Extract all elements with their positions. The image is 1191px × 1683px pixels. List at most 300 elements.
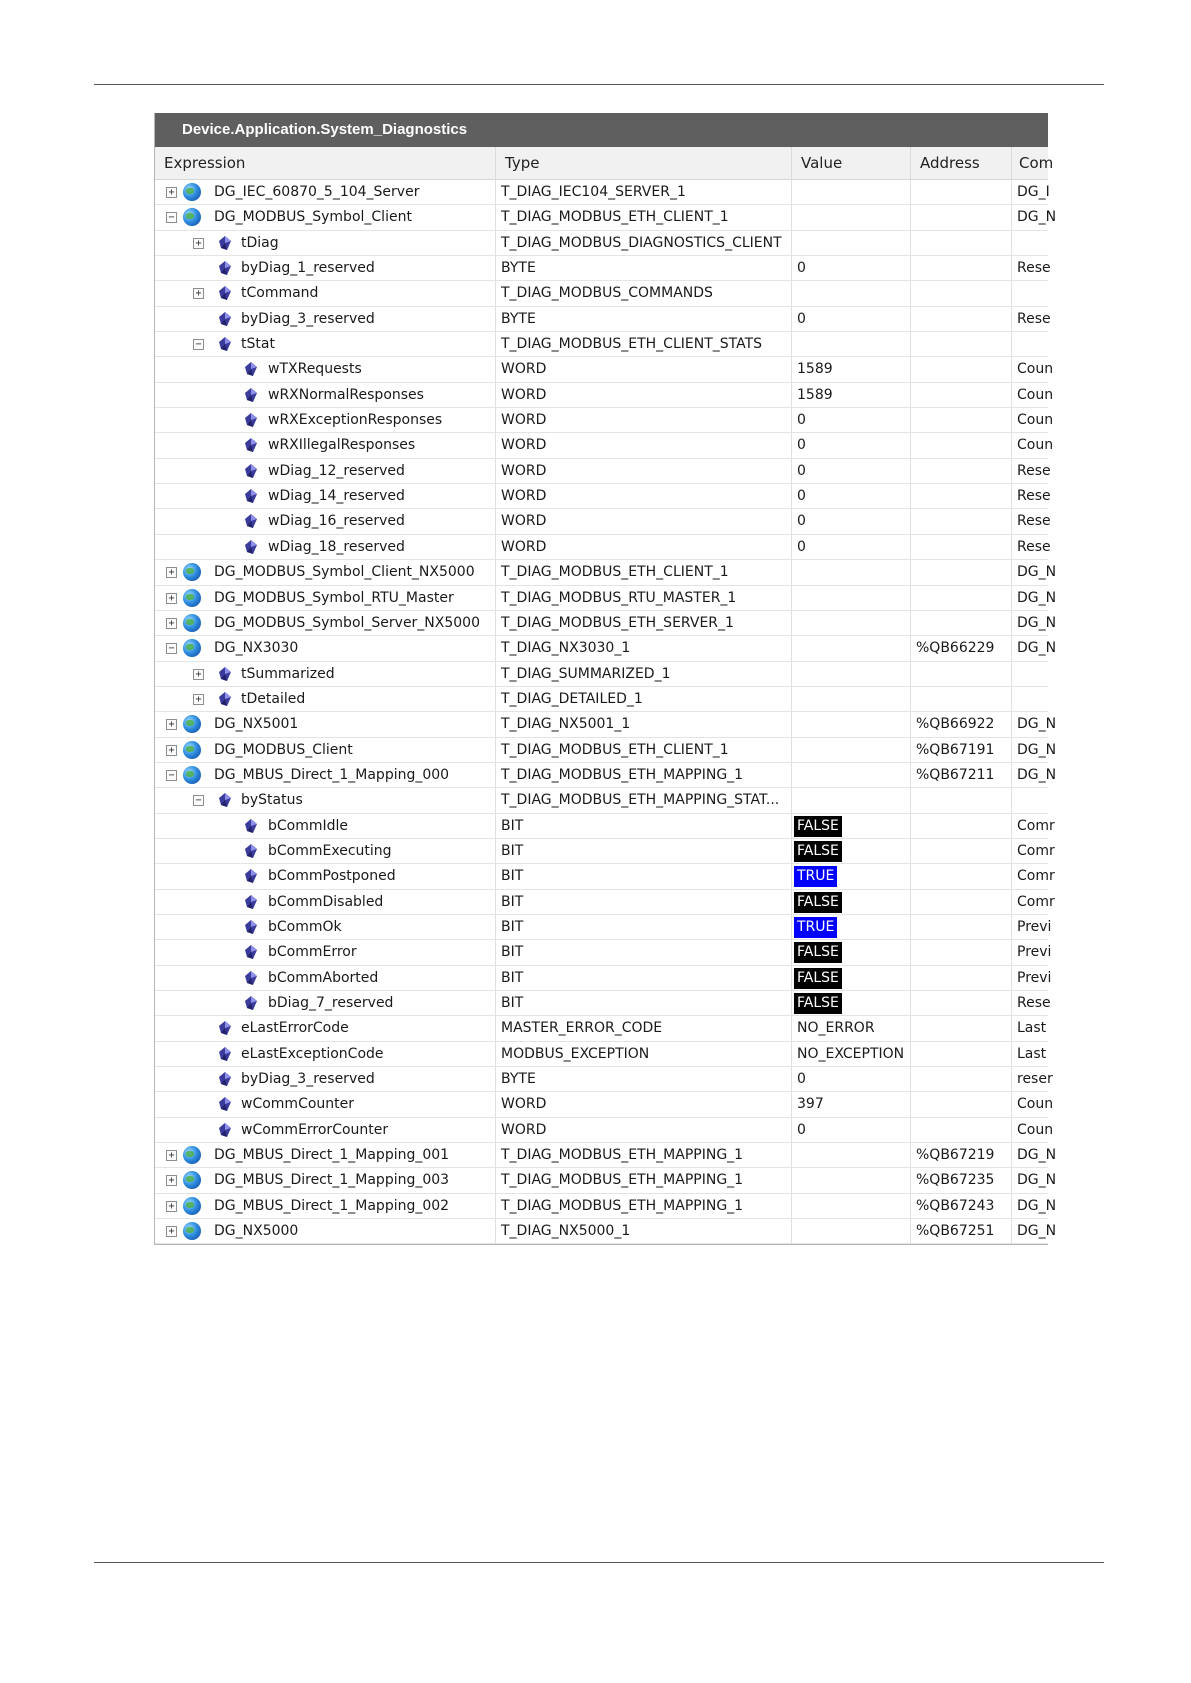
variable-icon (219, 1021, 231, 1035)
expression-label: DG_MODBUS_Symbol_Client_NX5000 (214, 564, 475, 581)
comment-cell: Previ (1017, 969, 1052, 986)
value-true-badge: TRUE (794, 866, 837, 887)
expand-icon[interactable]: + (166, 567, 177, 578)
comment-cell: Rese (1017, 310, 1051, 327)
variable-icon (245, 464, 257, 478)
globe-icon (183, 183, 201, 201)
value-text: 1589 (797, 386, 833, 403)
expression-label: wDiag_16_reserved (268, 513, 405, 530)
table-row[interactable] (155, 712, 1057, 737)
table-row[interactable] (155, 611, 1057, 636)
comment-cell: Previ (1017, 944, 1052, 961)
expression-label: byDiag_1_reserved (241, 260, 375, 277)
comment-cell: Comr (1017, 893, 1055, 910)
comment-cell: DG_N (1017, 1172, 1057, 1189)
variable-icon (219, 1047, 231, 1061)
type-cell: WORD (496, 459, 792, 483)
expression-cell (155, 991, 496, 1015)
value-cell[interactable] (792, 1143, 911, 1167)
comment-cell: Coun (1017, 412, 1054, 429)
variable-icon (245, 413, 257, 427)
comment-cell: Rese (1017, 462, 1051, 479)
table-row[interactable] (155, 357, 1054, 382)
expression-label: tDetailed (241, 690, 306, 707)
expression-cell (155, 256, 496, 280)
address-cell (911, 966, 1012, 990)
value-cell[interactable] (792, 484, 911, 508)
expand-icon[interactable]: + (193, 288, 204, 299)
value-cell[interactable] (792, 1067, 911, 1091)
expression-label: DG_MODBUS_Symbol_RTU_Master (214, 589, 454, 606)
expression-cell (155, 839, 496, 863)
table-row[interactable] (155, 1016, 1048, 1041)
table-row[interactable] (155, 205, 1057, 230)
value-cell[interactable] (792, 839, 911, 863)
expression-cell (155, 788, 496, 812)
value-true-badge: TRUE (794, 917, 837, 938)
table-row[interactable] (155, 307, 1051, 332)
value-cell[interactable] (792, 408, 911, 432)
comment-cell: Last (1017, 1020, 1047, 1037)
collapse-icon[interactable]: − (166, 770, 177, 781)
address-cell: %QB67243 (911, 1194, 1012, 1218)
table-row[interactable] (155, 687, 1048, 712)
table-row[interactable] (155, 408, 1054, 433)
type-cell: MODBUS_EXCEPTION (496, 1042, 792, 1066)
table-row[interactable] (155, 1143, 1057, 1168)
address-cell (911, 281, 1012, 305)
type-cell: WORD (496, 1118, 792, 1142)
table-row[interactable] (155, 535, 1051, 560)
address-cell (911, 1118, 1012, 1142)
type-cell: BIT (496, 864, 792, 888)
type-cell: T_DIAG_MODBUS_ETH_MAPPING_1 (496, 763, 792, 787)
type-cell: BYTE (496, 307, 792, 331)
header-rule (94, 84, 1104, 85)
expression-label: wCommErrorCounter (241, 1121, 389, 1138)
expression-label: eLastExceptionCode (241, 1045, 384, 1062)
address-cell (911, 1092, 1012, 1116)
expand-icon[interactable]: + (193, 669, 204, 680)
comment-cell: Rese (1017, 995, 1051, 1011)
expression-label: wRXNormalResponses (268, 386, 424, 403)
value-cell[interactable] (792, 991, 911, 1015)
expand-icon[interactable]: + (193, 238, 204, 249)
expression-label: DG_NX5001 (214, 716, 299, 733)
value-cell[interactable] (792, 763, 911, 787)
value-false-badge: FALSE (794, 968, 842, 989)
table-row[interactable] (155, 484, 1051, 509)
table-row[interactable] (155, 459, 1051, 484)
expression-label: byStatus (241, 792, 303, 809)
comment-cell: DG_N (1017, 766, 1057, 783)
expression-cell (155, 687, 496, 711)
value-text: 1589 (797, 361, 833, 378)
variable-icon (245, 362, 257, 376)
value-text: 0 (797, 462, 806, 479)
comment-cell: Coun (1017, 361, 1054, 378)
variable-icon (245, 869, 257, 883)
comment-cell: Coun (1017, 386, 1054, 403)
expression-cell (155, 940, 496, 964)
value-text: 397 (797, 1096, 824, 1113)
value-cell[interactable] (792, 814, 911, 838)
value-cell[interactable] (792, 535, 911, 559)
expression-cell (155, 1092, 496, 1116)
table-row[interactable] (155, 1118, 1054, 1143)
type-cell: BIT (496, 940, 792, 964)
expression-cell (155, 915, 496, 939)
type-cell: T_DIAG_MODBUS_ETH_CLIENT_STATS (496, 332, 792, 356)
expression-cell (155, 738, 496, 762)
type-cell: WORD (496, 357, 792, 381)
table-row[interactable] (155, 1219, 1057, 1244)
address-cell: %QB66922 (911, 712, 1012, 736)
value-false-badge: FALSE (794, 942, 842, 963)
value-cell[interactable] (792, 383, 911, 407)
table-row[interactable] (155, 636, 1057, 661)
type-cell: T_DIAG_MODBUS_DIAGNOSTICS_CLIENT (496, 231, 792, 255)
value-cell[interactable] (792, 611, 911, 635)
comment-cell: DG_N (1017, 741, 1057, 758)
value-cell[interactable] (792, 357, 911, 381)
address-cell (911, 814, 1012, 838)
table-row[interactable] (155, 890, 1055, 915)
comment-cell: Coun (1017, 1096, 1054, 1113)
expression-cell (155, 966, 496, 990)
variable-icon (219, 692, 231, 706)
expression-cell (155, 1168, 496, 1192)
table-row[interactable] (155, 433, 1054, 458)
variable-icon (219, 286, 231, 300)
address-cell: %QB67219 (911, 1143, 1012, 1167)
address-cell (911, 1016, 1012, 1040)
expression-cell (155, 1194, 496, 1218)
expression-label: bCommError (268, 944, 357, 961)
value-cell[interactable] (792, 940, 911, 964)
expression-cell (155, 509, 496, 533)
expression-cell (155, 433, 496, 457)
expression-cell (155, 1042, 496, 1066)
expand-icon[interactable]: + (166, 618, 177, 629)
expression-cell (155, 281, 496, 305)
expand-icon[interactable]: + (166, 1150, 177, 1161)
value-cell[interactable] (792, 1194, 911, 1218)
variable-icon (219, 1097, 231, 1111)
address-cell (911, 890, 1012, 914)
expression-cell (155, 586, 496, 610)
address-cell (911, 231, 1012, 255)
value-cell[interactable] (792, 560, 911, 584)
value-text (794, 640, 797, 656)
collapse-icon[interactable]: − (193, 795, 204, 806)
expression-label: wCommCounter (241, 1096, 355, 1113)
window-title: Device.Application.System_Diagnostics (155, 113, 1048, 147)
comment-cell (1012, 687, 1048, 711)
expression-label: byDiag_3_reserved (241, 310, 375, 327)
table-row[interactable] (155, 231, 1048, 256)
value-cell[interactable] (792, 459, 911, 483)
table-row[interactable] (155, 864, 1055, 889)
address-cell (911, 1067, 1012, 1091)
globe-icon (183, 563, 201, 581)
value-false-badge: FALSE (794, 816, 842, 837)
value-cell[interactable] (792, 180, 911, 204)
value-cell[interactable] (792, 281, 911, 305)
value-text (794, 767, 797, 783)
type-cell: BIT (496, 915, 792, 939)
value-cell[interactable] (792, 205, 911, 229)
column-header-value[interactable]: Value (792, 147, 911, 179)
table-row[interactable] (155, 560, 1057, 585)
table-row[interactable] (155, 281, 1048, 306)
expression-cell (155, 459, 496, 483)
expression-cell (155, 662, 496, 686)
expression-cell (155, 1143, 496, 1167)
globe-icon (183, 614, 201, 632)
table-row[interactable] (155, 1194, 1057, 1219)
address-cell (911, 940, 1012, 964)
expression-label: DG_MBUS_Direct_1_Mapping_001 (214, 1147, 450, 1164)
type-cell: T_DIAG_MODBUS_ETH_MAPPING_1 (496, 1143, 792, 1167)
variable-icon (245, 895, 257, 909)
globe-icon (183, 589, 201, 607)
table-row[interactable] (155, 1092, 1054, 1117)
value-text (794, 666, 797, 682)
expression-cell (155, 1118, 496, 1142)
expression-cell (155, 864, 496, 888)
column-header-expression[interactable]: Expression (155, 147, 496, 179)
expression-cell (155, 484, 496, 508)
value-text: 0 (797, 310, 806, 327)
column-header-address[interactable]: Address (911, 147, 1012, 179)
table-row[interactable] (155, 256, 1051, 281)
table-row[interactable] (155, 1042, 1048, 1067)
value-cell[interactable] (792, 662, 911, 686)
value-false-badge: FALSE (794, 892, 842, 913)
value-cell[interactable] (792, 1168, 911, 1192)
value-cell[interactable] (792, 1092, 911, 1116)
table-row[interactable] (155, 788, 1048, 813)
table-row[interactable] (155, 586, 1057, 611)
comment-cell: Previ (1017, 918, 1052, 935)
variable-icon (245, 514, 257, 528)
globe-icon (183, 1146, 201, 1164)
address-cell (911, 509, 1012, 533)
value-text (794, 590, 797, 606)
address-cell (911, 864, 1012, 888)
column-header-type[interactable]: Type (496, 147, 792, 179)
globe-icon (183, 1197, 201, 1215)
expression-label: DG_MBUS_Direct_1_Mapping_003 (214, 1172, 450, 1189)
comment-cell: Rese (1017, 488, 1051, 505)
globe-icon (183, 1222, 201, 1240)
expand-icon[interactable]: + (166, 187, 177, 198)
comment-cell: DG_N (1017, 209, 1057, 226)
value-cell[interactable] (792, 1016, 911, 1040)
comment-cell: Rese (1017, 513, 1051, 530)
table-row[interactable] (155, 839, 1055, 864)
expand-icon[interactable]: + (166, 745, 177, 756)
value-cell[interactable] (792, 1219, 911, 1243)
value-cell[interactable] (792, 864, 911, 888)
table-row[interactable] (155, 332, 1048, 357)
collapse-icon[interactable]: − (193, 339, 204, 350)
value-cell[interactable] (792, 788, 911, 812)
expression-cell (155, 357, 496, 381)
expand-icon[interactable]: + (193, 694, 204, 705)
type-cell: BIT (496, 966, 792, 990)
type-cell: MASTER_ERROR_CODE (496, 1016, 792, 1040)
expand-icon[interactable]: + (166, 719, 177, 730)
value-cell[interactable] (792, 586, 911, 610)
type-cell: T_DIAG_MODBUS_RTU_MASTER_1 (496, 586, 792, 610)
value-text (794, 691, 797, 707)
expression-label: bCommExecuting (268, 842, 392, 859)
table-row[interactable] (155, 509, 1051, 534)
expression-cell (155, 1219, 496, 1243)
expression-label: bCommOk (268, 918, 342, 935)
expand-icon[interactable]: + (166, 1201, 177, 1212)
value-cell[interactable] (792, 687, 911, 711)
value-cell[interactable] (792, 915, 911, 939)
value-text: 0 (797, 513, 806, 530)
table-row[interactable] (155, 662, 1048, 687)
comment-cell: Comr (1017, 842, 1055, 859)
variable-icon (245, 438, 257, 452)
value-cell[interactable] (792, 1118, 911, 1142)
table-row[interactable] (155, 383, 1054, 408)
variable-icon (245, 388, 257, 402)
value-text: NO_ERROR (797, 1020, 875, 1037)
type-cell: T_DIAG_MODBUS_COMMANDS (496, 281, 792, 305)
value-cell[interactable] (792, 332, 911, 356)
type-cell: T_DIAG_MODBUS_ETH_SERVER_1 (496, 611, 792, 635)
expression-cell (155, 1067, 496, 1091)
type-cell: T_DIAG_MODBUS_ETH_CLIENT_1 (496, 560, 792, 584)
type-cell: BIT (496, 991, 792, 1015)
table-row[interactable] (155, 814, 1055, 839)
table-row[interactable] (155, 738, 1057, 763)
comment-cell (1012, 788, 1048, 812)
expression-label: wDiag_18_reserved (268, 538, 405, 555)
variable-icon (219, 261, 231, 275)
value-cell[interactable] (792, 509, 911, 533)
type-cell: T_DIAG_MODBUS_ETH_MAPPING_STAT... (496, 788, 792, 812)
value-text (794, 184, 797, 200)
value-cell[interactable] (792, 256, 911, 280)
expression-label: bCommIdle (268, 817, 349, 834)
variable-icon (245, 540, 257, 554)
type-cell: T_DIAG_NX5000_1 (496, 1219, 792, 1243)
watch-rows (155, 180, 1057, 1244)
type-cell: WORD (496, 509, 792, 533)
watch-window (154, 113, 1057, 1245)
table-row[interactable] (155, 915, 1052, 940)
type-cell: BIT (496, 814, 792, 838)
expression-cell (155, 307, 496, 331)
variable-icon (245, 945, 257, 959)
table-row[interactable] (155, 940, 1052, 965)
address-cell (911, 535, 1012, 559)
type-cell: WORD (496, 1092, 792, 1116)
variable-icon (219, 667, 231, 681)
expression-label: DG_MODBUS_Symbol_Client (214, 209, 412, 226)
column-header-comment[interactable]: Com (1019, 154, 1054, 172)
comment-cell: DG_N (1017, 1197, 1057, 1214)
type-cell: T_DIAG_NX5001_1 (496, 712, 792, 736)
address-cell: %QB67211 (911, 763, 1012, 787)
expression-label: eLastErrorCode (241, 1020, 349, 1037)
value-cell[interactable] (792, 307, 911, 331)
expression-label: wDiag_12_reserved (268, 462, 405, 479)
table-row[interactable] (155, 1168, 1057, 1193)
value-cell[interactable] (792, 738, 911, 762)
collapse-icon[interactable]: − (166, 212, 177, 223)
address-cell: %QB67251 (911, 1219, 1012, 1243)
value-cell[interactable] (792, 1042, 911, 1066)
address-cell (911, 357, 1012, 381)
comment-cell: Rese (1017, 260, 1051, 277)
comment-cell: DG_N (1017, 589, 1057, 606)
address-cell (911, 180, 1012, 204)
expand-icon[interactable]: + (166, 1226, 177, 1237)
value-cell[interactable] (792, 231, 911, 255)
value-cell[interactable] (792, 712, 911, 736)
address-cell (911, 788, 1012, 812)
globe-icon (183, 1171, 201, 1189)
collapse-icon[interactable]: − (166, 643, 177, 654)
expression-label: tCommand (241, 285, 319, 302)
type-cell: T_DIAG_MODBUS_ETH_MAPPING_1 (496, 1168, 792, 1192)
expression-cell (155, 814, 496, 838)
expression-label: byDiag_3_reserved (241, 1071, 375, 1088)
expression-cell (155, 332, 496, 356)
type-cell: BIT (496, 890, 792, 914)
value-text (794, 742, 797, 758)
expression-cell (155, 383, 496, 407)
expand-icon[interactable]: + (166, 593, 177, 604)
value-text: 0 (797, 488, 806, 505)
value-text: 0 (797, 437, 806, 454)
type-cell: T_DIAG_MODBUS_ETH_CLIENT_1 (496, 205, 792, 229)
value-cell[interactable] (792, 966, 911, 990)
expand-icon[interactable]: + (166, 1175, 177, 1186)
value-cell[interactable] (792, 636, 911, 660)
expression-label: DG_NX3030 (214, 640, 299, 657)
expression-cell (155, 890, 496, 914)
type-cell: WORD (496, 383, 792, 407)
table-row[interactable] (155, 180, 1048, 205)
expression-label: wTXRequests (268, 361, 362, 378)
value-cell[interactable] (792, 433, 911, 457)
address-cell (911, 1042, 1012, 1066)
table-row[interactable] (155, 966, 1052, 991)
comment-cell: DG_N (1017, 640, 1057, 657)
value-text: 0 (797, 1071, 806, 1088)
expression-label: DG_MBUS_Direct_1_Mapping_000 (214, 766, 450, 783)
table-row[interactable] (155, 763, 1057, 788)
footer-rule (94, 1562, 1104, 1563)
variable-icon (245, 819, 257, 833)
table-row[interactable] (155, 1067, 1053, 1092)
value-text (794, 792, 797, 808)
address-cell: %QB66229 (911, 636, 1012, 660)
value-text (794, 1147, 797, 1163)
type-cell: BIT (496, 839, 792, 863)
value-cell[interactable] (792, 890, 911, 914)
table-row[interactable] (155, 991, 1051, 1016)
